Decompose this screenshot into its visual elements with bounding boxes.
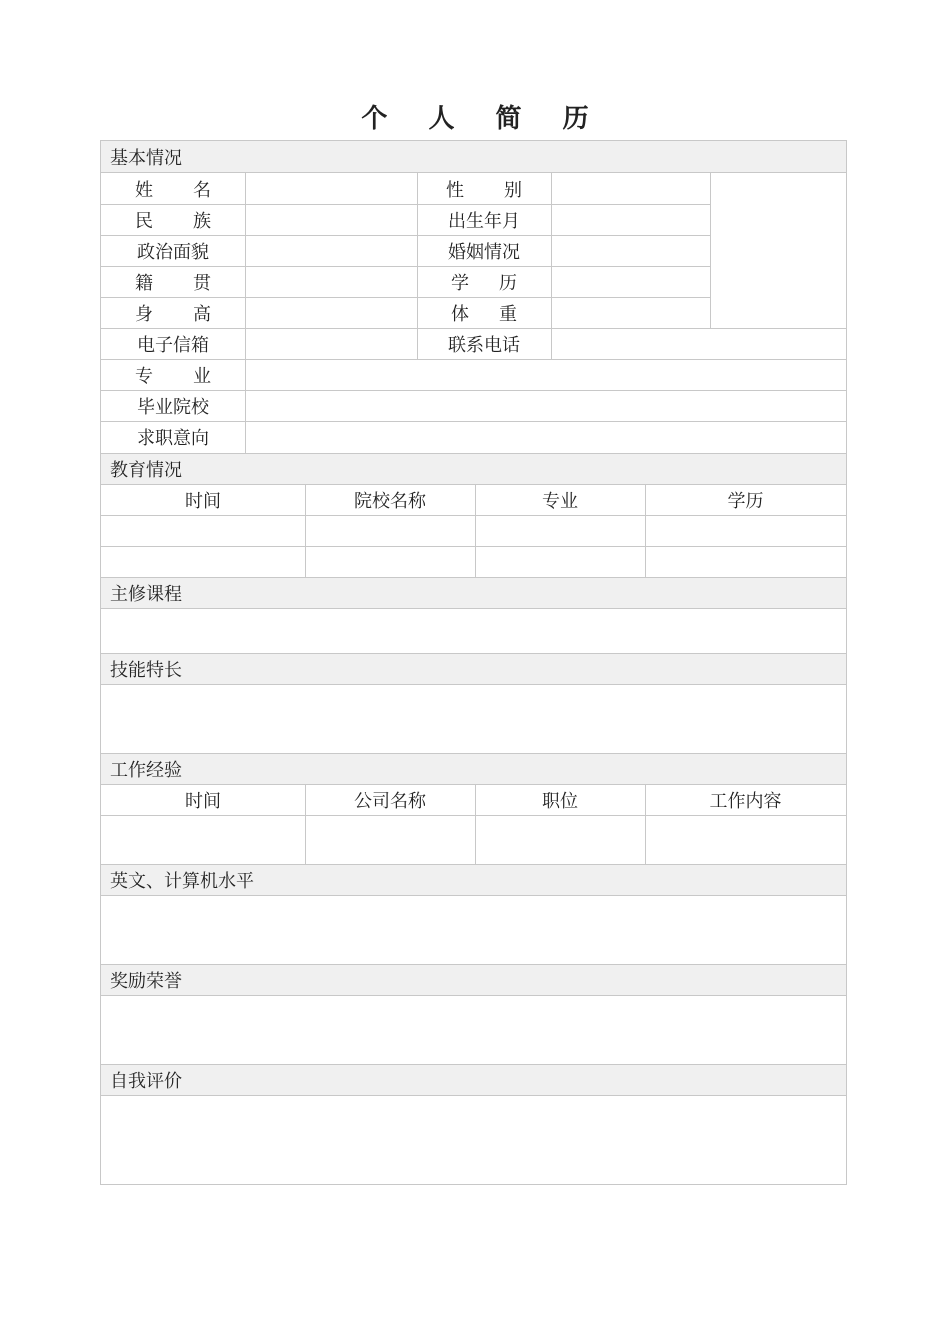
label-intention: 求职意向 [137,428,209,449]
label-origin: 籍 贯 [135,272,211,294]
phone-field[interactable] [552,328,846,359]
label-gender: 性 别 [446,179,522,201]
label-marital: 婚姻情况 [448,241,520,263]
label-weight: 体 重 [451,303,517,325]
edu-header-time: 时间 [185,491,221,512]
degree-field[interactable] [552,266,710,297]
edu-header-degree: 学历 [727,491,764,512]
work-header-position: 职位 [542,791,578,812]
intention-field[interactable] [246,421,846,453]
section-header-courses: 主修课程 [101,577,846,609]
edu-row[interactable] [101,547,846,577]
marital-field[interactable] [552,235,710,266]
work-header-content: 工作内容 [709,791,782,812]
section-header-education: 教育情况 [101,453,846,485]
work-row[interactable] [101,816,846,864]
label-degree: 学 历 [451,272,517,294]
label-name: 姓 名 [135,179,211,201]
label-height: 身 高 [135,303,211,325]
birth-field[interactable] [552,204,710,235]
section-header-skills: 技能特长 [101,653,846,685]
weight-field[interactable] [552,297,710,328]
label-major: 专 业 [135,365,211,387]
section-header-basic: 基本情况 [101,141,846,173]
edu-row[interactable] [101,516,846,546]
height-field[interactable] [246,297,417,328]
awards-field[interactable] [101,996,846,1064]
label-birth: 出生年月 [448,210,520,232]
work-header-time: 时间 [185,791,221,812]
resume-form [100,140,847,1185]
section-header-work: 工作经验 [101,753,846,785]
skills-field[interactable] [101,685,846,753]
edu-header-school: 院校名称 [354,491,426,512]
ethnicity-field[interactable] [246,204,417,235]
section-header-awards: 奖励荣誉 [101,964,846,996]
school-field[interactable] [246,390,846,421]
self-eval-field[interactable] [101,1096,846,1184]
label-email: 电子信箱 [137,334,209,356]
political-field[interactable] [246,235,417,266]
language-field[interactable] [101,896,846,964]
section-header-language: 英文、计算机水平 [101,864,846,896]
work-header-company: 公司名称 [354,791,426,812]
gender-field[interactable] [552,173,710,204]
label-political: 政治面貌 [137,241,209,263]
label-phone: 联系电话 [448,334,520,356]
label-ethnicity: 民 族 [135,210,211,232]
origin-field[interactable] [246,266,417,297]
photo-box[interactable] [711,173,846,329]
section-header-self-eval: 自我评价 [101,1064,846,1096]
label-school: 毕业院校 [137,396,209,418]
page-title: 个 人 简 历 [361,104,605,134]
major-field[interactable] [246,359,846,390]
email-field[interactable] [246,328,417,359]
courses-field[interactable] [101,609,846,653]
name-field[interactable] [246,173,417,204]
edu-header-major: 专业 [542,491,578,512]
